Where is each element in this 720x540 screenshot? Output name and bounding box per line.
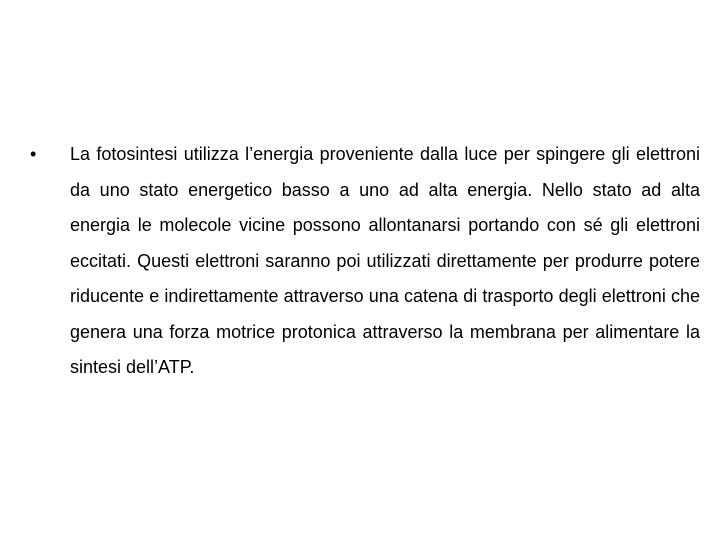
bullet-paragraph: La fotosintesi utilizza l’energia proveniente dalla luce per spingere gli elettroni da uno stato energetico basso a uno ad alta energia. Nello stato ad alta energia le molecole vicine possono allontanarsi portando con sé gli elettroni eccitati. Questi elettroni saranno poi utilizzati direttamente per produrre potere riducente e indirettamente attraverso una catena di trasporto degli elettroni che genera una forza motrice protonica attraverso la membrana per alimentare la sintesi dell’ATP.	[70, 144, 700, 377]
bullet-icon: •	[30, 144, 37, 164]
